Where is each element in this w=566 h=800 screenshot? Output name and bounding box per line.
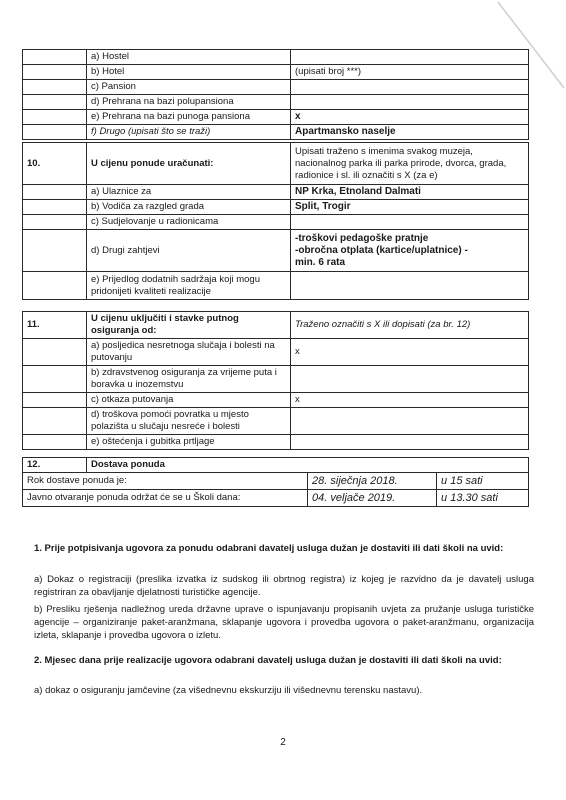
accommodation-table — [22, 49, 529, 140]
row-label: d) Prehrana na bazi polupansiona — [87, 95, 291, 110]
row-value — [291, 80, 529, 95]
value-line: -troškovi pedagoške pratnje — [295, 232, 429, 244]
paragraph-2-a: a) dokaz o osiguranju jamčevine (za višednevnu ekskurziju ili višednevnu terensku nastavu). — [34, 685, 423, 696]
row-value: x — [291, 110, 529, 125]
deadline-date: 28. siječnja 2018. — [308, 473, 437, 490]
value-line: min. 6 rata — [295, 256, 346, 268]
paragraph-2-heading: 2. Mjesec dana prije realizacije ugovora odabrani davatelj usluga dužan je dostaviti ili dati školi na uvid: — [34, 655, 502, 666]
row-label: d) Drugi zahtjevi — [87, 230, 291, 272]
row-value: NP Krka, Etnoland Dalmati — [291, 185, 529, 200]
section-number: 10. — [23, 143, 87, 185]
row-value: x — [291, 393, 529, 408]
section-note: Traženo označiti s X ili dopisati (za br. 12) — [291, 312, 529, 339]
row-value — [291, 435, 529, 450]
row-label: b) Hotel — [87, 65, 291, 80]
section-10-table — [22, 142, 529, 300]
row-label: a) Hostel — [87, 50, 291, 65]
row-value: Apartmansko naselje — [291, 125, 529, 140]
section-title: U cijenu ponude uračunati: — [87, 143, 291, 185]
row-value — [291, 50, 529, 65]
row-value — [291, 366, 529, 393]
opening-date: 04. veljače 2019. — [308, 490, 437, 507]
paragraph-1-a: a) Dokaz o registraciji (preslika izvatka iz sudskog ili obrtnog registra) iz kojeg je razvidno da je davatelj usluga registriran za obavljanje djelatnosti turističke agencije. — [34, 574, 534, 598]
row-label: e) Prehrana na bazi punoga pansiona — [87, 110, 291, 125]
row-label: b) zdravstvenog osiguranja za vrijeme puta i boravka u inozemstvu — [87, 366, 291, 393]
paragraph-1-b: b) Presliku rješenja nadležnog ureda državne uprave o ispunjavanju propisanih uvjeta za pružanje usluga turističke agencije – organiziranje paket-aranžmana, sklapanje ugovora i provedba ugovora o paket-aranžmanu, organizacija izleta, sklapanje i provedba ugovora o izletu. — [34, 604, 534, 641]
row-value: Split, Trogir — [291, 200, 529, 215]
page-number: 2 — [280, 737, 286, 748]
opening-time: u 13.30 sati — [437, 490, 529, 507]
section-title: Dostava ponuda — [87, 458, 529, 473]
row-label: d) troškova pomoći povratka u mjesto polazišta u slučaju nesreće i bolesti — [87, 408, 291, 435]
row-value — [291, 408, 529, 435]
row-label: e) oštećenja i gubitka prtljage — [87, 435, 291, 450]
row-value: x — [291, 339, 529, 366]
row-value — [291, 215, 529, 230]
row-label: f) Drugo (upisati što se traži) — [87, 125, 291, 140]
row-label: e) Prijedlog dodatnih sadržaja koji mogu pridonijeti kvaliteti realizacije — [87, 272, 291, 300]
row-label: c) Sudjelovanje u radionicama — [87, 215, 291, 230]
row-value — [291, 230, 529, 272]
row-label: Javno otvaranje ponuda održat će se u Školi dana: — [23, 490, 308, 507]
row-label: b) Vodiča za razgled grada — [87, 200, 291, 215]
section-number: 11. — [23, 312, 87, 339]
section-number: 12. — [23, 458, 87, 473]
deadline-time: u 15 sati — [437, 473, 529, 490]
section-title: U cijenu uključiti i stavke putnog osiguranja od: — [87, 312, 291, 339]
row-label: a) Ulaznice za — [87, 185, 291, 200]
section-12-table — [22, 457, 529, 507]
row-label: c) otkaza putovanja — [87, 393, 291, 408]
empty-cell — [23, 50, 87, 65]
row-label: c) Pansion — [87, 80, 291, 95]
row-value — [291, 272, 529, 300]
row-label: a) posljedica nesretnoga slučaja i bolesti na putovanju — [87, 339, 291, 366]
section-11-table — [22, 311, 529, 450]
row-value — [291, 95, 529, 110]
paragraph-1-heading: 1. Prije potpisivanja ugovora za ponudu odabrani davatelj usluga dužan je dostaviti ili dati školi na uvid: — [34, 543, 504, 554]
section-note: Upisati traženo s imenima svakog muzeja, nacionalnog parka ili parka prirode, dvorca, grada, radionice i sl. ili označiti s X (za e) — [291, 143, 529, 185]
row-label: Rok dostave ponuda je: — [23, 473, 308, 490]
value-line: -obročna otplata (kartice/uplatnice) - — [295, 244, 468, 256]
row-value: (upisati broj ***) — [291, 65, 529, 80]
